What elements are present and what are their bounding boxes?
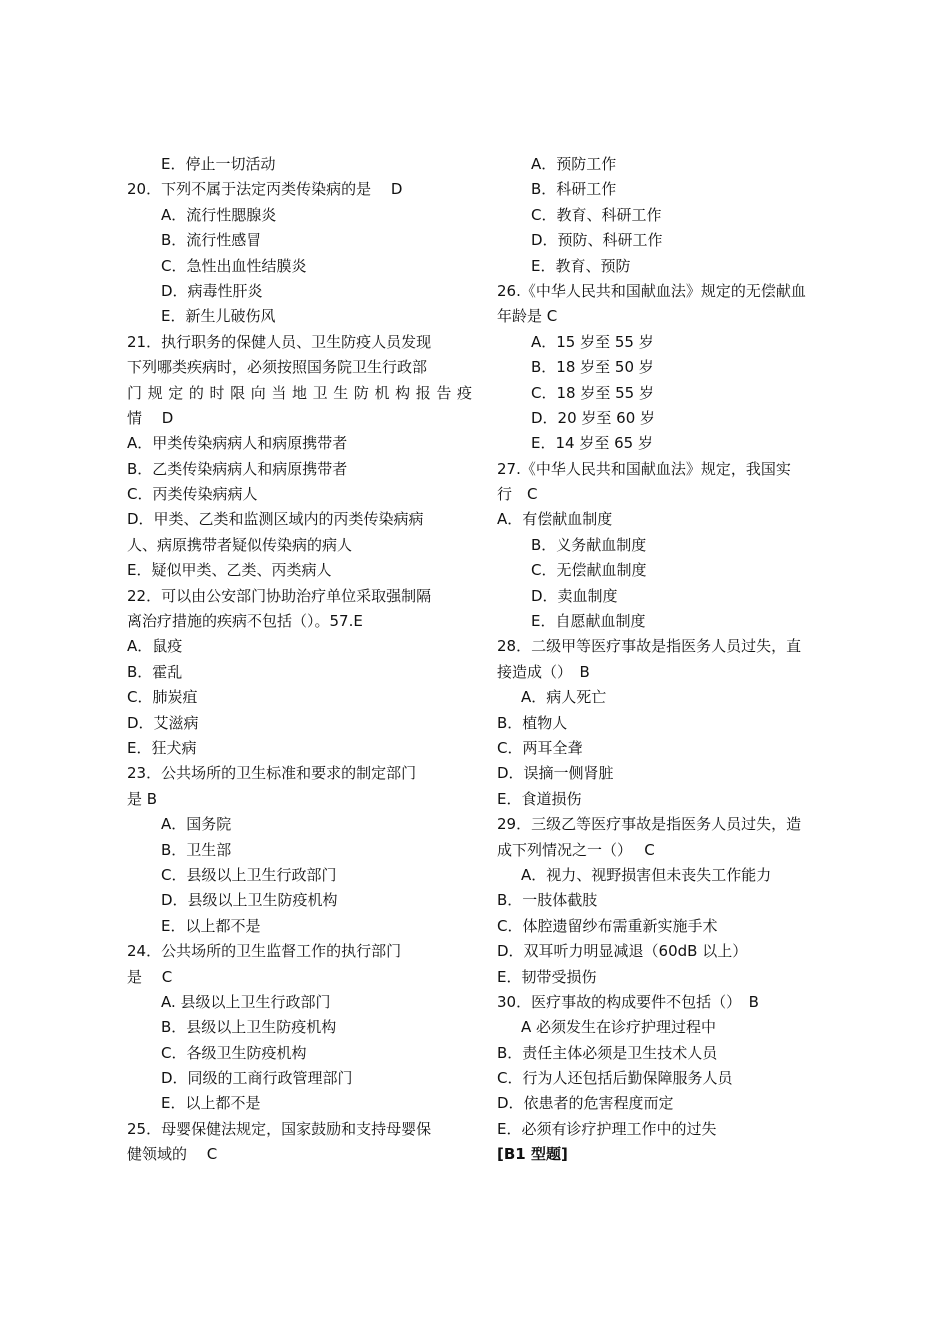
right-column-line: 27.《中华人民共和国献血法》规定，我国实 [497,459,791,478]
left-column-line: C．肺炭疽 [127,688,198,707]
right-column-line: B．18 岁至 50 岁 [531,358,654,377]
right-column-line: 30．医疗事故的构成要件不包括（） B [497,992,759,1011]
left-column-line: 人、病原携带者疑似传染病的病人 [127,535,353,554]
left-column-line: D．甲类、乙类和监测区域内的丙类传染病病 [127,510,424,529]
left-column-line: B．霍乱 [127,662,183,681]
right-column-line: A 必须发生在诊疗护理过程中 [521,1018,717,1037]
left-column-line: D．艾滋病 [127,713,199,732]
left-column-line: 健领域的 C [127,1145,218,1164]
left-column-line: 下列哪类疾病时，必须按照国务院卫生行政部 [127,358,428,377]
right-column-line: E．自愿献血制度 [531,612,646,631]
left-column-line: D．同级的工商行政管理部门 [161,1069,353,1088]
left-column-line: C．丙类传染病病人 [127,485,258,504]
left-column-line: 是 C [127,967,173,986]
left-column-line: A. 县级以上卫生行政部门 [161,992,331,1011]
right-column-line: A．视力、视野损害但未丧失工作能力 [521,865,772,884]
right-column-line: 29．三级乙等医疗事故是指医务人员过失，造 [497,815,802,834]
left-column-line: E．以上都不是 [161,1094,261,1113]
left-column-line: 门规定的时限向当地卫生防机构报告疫 [127,383,472,402]
right-column-line: E．教育、预防 [531,256,631,275]
right-column-line: D．双耳听力明显减退（60dB 以上） [497,942,748,961]
right-column-line: B．科研工作 [531,180,617,199]
right-column-line: 26.《中华人民共和国献血法》规定的无偿献血 [497,281,806,300]
left-column-line: E．停止一切活动 [161,155,276,173]
left-column-line: D．病毒性肝炎 [161,281,263,300]
right-column [497,152,842,1168]
left-column-line: 情 D [127,408,174,427]
right-column-line: 年龄是 C [497,307,558,326]
right-column-line: 行 C [497,485,538,504]
left-column [127,152,472,1168]
right-column-line: 接造成（） B [497,662,590,681]
left-column-line: A．国务院 [161,815,232,834]
right-column-line: E．必须有诊疗护理工作中的过失 [497,1119,717,1138]
left-column-line: 23．公共场所的卫生标准和要求的制定部门 [127,764,417,783]
right-column-line: [B1 型题] [497,1145,568,1164]
right-column-line: 28．二级甲等医疗事故是指医务人员过失，直 [497,637,802,656]
right-column-line: E．韧带受损伤 [497,967,597,986]
left-column-line: E．疑似甲类、乙类、丙类病人 [127,561,332,580]
left-column-line: 20．下列不属于法定丙类传染病的是 D [127,180,403,199]
right-column-line: E．食道损伤 [497,789,582,808]
left-column-line: 离治疗措施的疾病不包括（）。57.E [127,612,363,631]
left-column-line: B．流行性感冒 [161,231,262,250]
right-column-line: B．责任主体必须是卫生技术人员 [497,1043,718,1062]
left-column-line: 25．母婴保健法规定，国家鼓励和支持母婴保 [127,1119,432,1138]
left-column-line: E．狂犬病 [127,738,197,757]
left-column-line: E．以上都不是 [161,916,261,935]
right-column-line: D．预防、科研工作 [531,231,663,250]
left-column-line: B．卫生部 [161,840,232,859]
right-column-line: D．依患者的危害程度而定 [497,1094,674,1113]
right-column-line: A．15 岁至 55 岁 [531,332,654,351]
left-column-line: C．各级卫生防疫机构 [161,1043,307,1062]
left-column-line: D．县级以上卫生防疫机构 [161,891,338,910]
right-column-line: C．教育、科研工作 [531,205,662,224]
right-column-line: D．20 岁至 60 岁 [531,408,656,427]
right-column-line: C．体腔遗留纱布需重新实施手术 [497,916,718,935]
right-column-line: C．行为人还包括后勤保障服务人员 [497,1069,733,1088]
left-column-line: B．县级以上卫生防疫机构 [161,1018,337,1037]
left-column-line: A．甲类传染病病人和病原携带者 [127,434,348,453]
left-column-line: 24．公共场所的卫生监督工作的执行部门 [127,942,402,961]
right-column-line: C．两耳全聋 [497,738,583,757]
right-column-line: C．无偿献血制度 [531,561,647,580]
left-column-line: C．县级以上卫生行政部门 [161,865,337,884]
right-column-line: A．预防工作 [531,155,617,173]
left-column-line: 21．执行职务的保健人员、卫生防疫人员发现 [127,332,432,351]
right-column-line: D．卖血制度 [531,586,618,605]
left-column-line: C．急性出血性结膜炎 [161,256,307,275]
right-column-line: C．18 岁至 55 岁 [531,383,654,402]
left-column-line: A．鼠疫 [127,637,183,656]
left-column-line: B．乙类传染病病人和病原携带者 [127,459,348,478]
right-column-line: A．有偿献血制度 [497,510,613,529]
right-column-line: B．一肢体截肢 [497,891,598,910]
left-column-line: 是 B [127,789,158,808]
right-column-line: 成下列情况之一（） C [497,840,655,859]
left-column-line: 22．可以由公安部门协助治疗单位采取强制隔 [127,586,432,605]
right-column-line: B．义务献血制度 [531,535,647,554]
left-column-line: E．新生儿破伤风 [161,307,276,326]
right-column-line: D．误摘一侧肾脏 [497,764,614,783]
left-column-line: A．流行性腮腺炎 [161,205,277,224]
right-column-line: A．病人死亡 [521,688,607,707]
right-column-line: B．植物人 [497,713,568,732]
right-column-line: E．14 岁至 65 岁 [531,434,653,453]
